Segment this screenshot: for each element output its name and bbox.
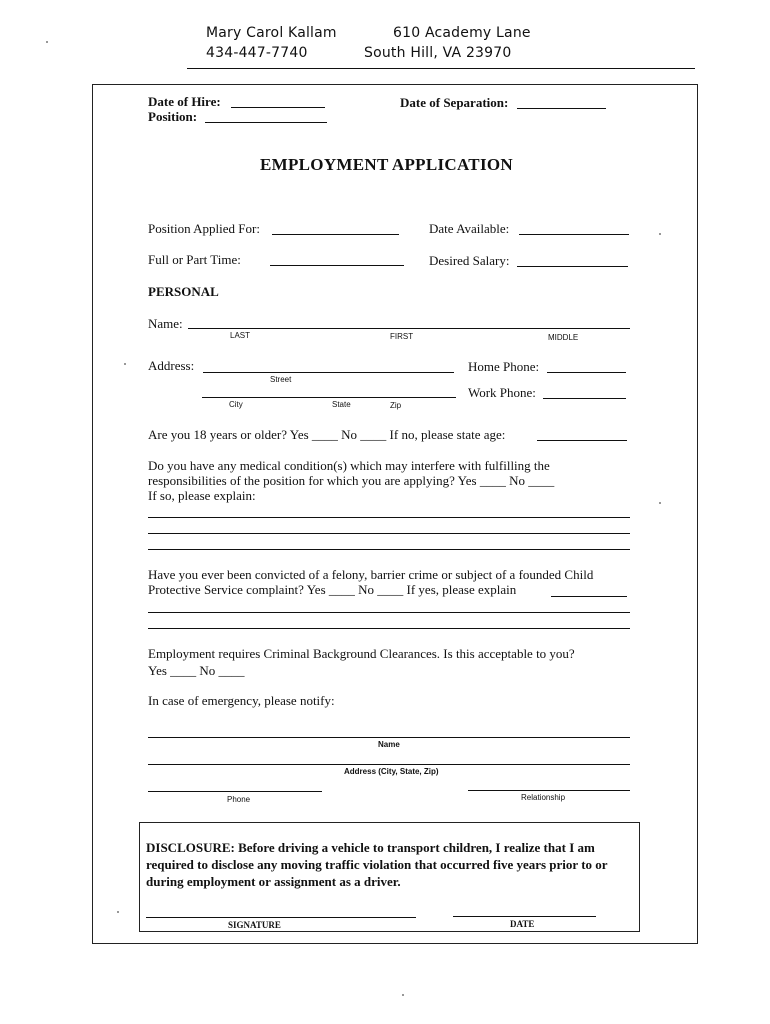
- felony-question-line2: Protective Service complaint? Yes ____ No ____ If yes, please explain: [148, 582, 517, 597]
- desired-salary-field[interactable]: [517, 266, 628, 267]
- address-city-field[interactable]: [202, 397, 456, 398]
- signature-caption: SIGNATURE: [228, 920, 281, 930]
- work-phone-label: Work Phone:: [468, 385, 536, 400]
- medical-explain-line2[interactable]: [148, 533, 630, 534]
- letterhead-street: 610 Academy Lane: [393, 25, 531, 41]
- emergency-phone-field[interactable]: [148, 791, 322, 792]
- letterhead-name: Mary Carol Kallam: [206, 25, 337, 41]
- medical-question-line1: Do you have any medical condition(s) which may interfere with fulfilling the: [148, 458, 550, 473]
- date-of-hire-label: Date of Hire:: [148, 94, 221, 109]
- full-part-time-field[interactable]: [270, 265, 404, 266]
- position-field[interactable]: [205, 122, 327, 123]
- name-middle-caption: MIDDLE: [548, 333, 579, 342]
- form-frame: [92, 84, 698, 944]
- date-available-field[interactable]: [519, 234, 629, 235]
- date-of-hire-field[interactable]: [231, 107, 325, 108]
- home-phone-field[interactable]: [547, 372, 626, 373]
- date-field[interactable]: [453, 916, 596, 917]
- letterhead-phone: 434-447-7740: [206, 45, 308, 61]
- letterhead-city: South Hill, VA 23970: [364, 45, 512, 61]
- disclosure-line2: required to disclose any moving traffic violation that occurred five years prior to or: [146, 857, 608, 872]
- emergency-label: In case of emergency, please notify:: [148, 693, 335, 708]
- address-state-caption: State: [332, 400, 351, 409]
- medical-explain-line3[interactable]: [148, 549, 630, 550]
- signature-field[interactable]: [146, 917, 416, 918]
- felony-explain-line1[interactable]: [148, 612, 630, 613]
- emergency-address-caption: Address (City, State, Zip): [344, 767, 439, 776]
- work-phone-field[interactable]: [543, 398, 626, 399]
- medical-question-line2: responsibilities of the position for which you are applying? Yes ____ No ____: [148, 473, 555, 488]
- background-question: Employment requires Criminal Background Clearances. Is this acceptable to you?: [148, 646, 575, 661]
- full-part-time-label: Full or Part Time:: [148, 252, 241, 267]
- date-available-label: Date Available:: [429, 221, 510, 236]
- emergency-name-caption: Name: [378, 740, 400, 749]
- medical-explain-label: If so, please explain:: [148, 488, 256, 503]
- address-city-caption: City: [229, 400, 243, 409]
- scan-speck: [402, 994, 404, 996]
- name-field[interactable]: [188, 328, 630, 329]
- felony-question-line1: Have you ever been convicted of a felony, barrier crime or subject of a founded Child: [148, 567, 594, 582]
- disclosure-line3: during employment or assignment as a driver.: [146, 874, 401, 889]
- emergency-name-field[interactable]: [148, 737, 630, 738]
- disclosure-line1: DISCLOSURE: Before driving a vehicle to transport children, I realize that I am: [146, 840, 595, 855]
- address-street-field[interactable]: [203, 372, 454, 373]
- home-phone-label: Home Phone:: [468, 359, 540, 374]
- age-field[interactable]: [537, 440, 627, 441]
- page-title: EMPLOYMENT APPLICATION: [260, 155, 513, 174]
- emergency-phone-caption: Phone: [227, 795, 251, 804]
- felony-explain-field[interactable]: [551, 596, 627, 597]
- position-applied-field[interactable]: [272, 234, 399, 235]
- scan-speck: [124, 363, 126, 365]
- emergency-relationship-field[interactable]: [468, 790, 630, 791]
- date-caption: DATE: [510, 919, 535, 929]
- scan-speck: [46, 41, 48, 43]
- age-question: Are you 18 years or older? Yes ____ No ____ If no, please state age:: [148, 427, 506, 442]
- position-applied-label: Position Applied For:: [148, 221, 260, 236]
- background-yes-no: Yes ____ No ____: [148, 663, 245, 678]
- name-last-caption: LAST: [230, 331, 251, 340]
- address-street-caption: Street: [270, 375, 292, 384]
- address-label: Address:: [148, 358, 195, 373]
- desired-salary-label: Desired Salary:: [429, 253, 510, 268]
- scan-speck: [659, 502, 661, 504]
- emergency-relationship-caption: Relationship: [521, 793, 566, 802]
- emergency-address-field[interactable]: [148, 764, 630, 765]
- scan-speck: [659, 233, 661, 235]
- position-label: Position:: [148, 109, 198, 124]
- address-zip-caption: Zip: [390, 401, 402, 410]
- letterhead-rule: [187, 68, 695, 69]
- felony-explain-line2[interactable]: [148, 628, 630, 629]
- name-first-caption: FIRST: [390, 332, 414, 341]
- date-of-separation-field[interactable]: [517, 108, 606, 109]
- medical-explain-line1[interactable]: [148, 517, 630, 518]
- name-label: Name:: [148, 316, 183, 331]
- date-of-separation-label: Date of Separation:: [400, 95, 509, 110]
- personal-heading: PERSONAL: [148, 284, 219, 299]
- scan-speck: [117, 911, 119, 913]
